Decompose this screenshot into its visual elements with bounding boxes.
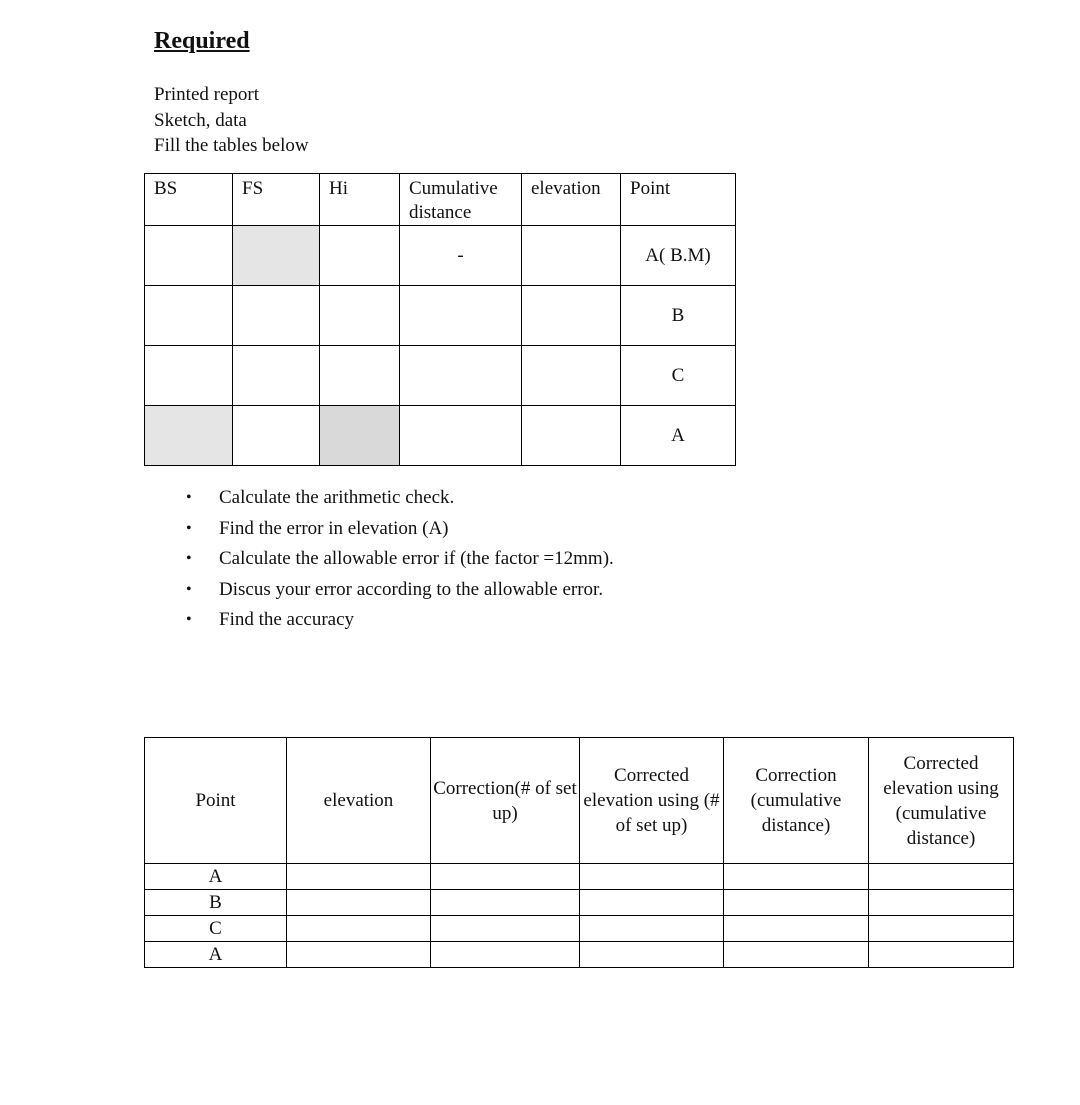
header-fs: FS (233, 174, 320, 226)
corrected-elevation-setup-cell[interactable] (580, 916, 724, 942)
cumulative-cell[interactable] (400, 286, 522, 346)
list-item (186, 514, 614, 545)
intro-line: Fill the tables below (154, 135, 309, 156)
list-item (186, 575, 614, 606)
bs-cell[interactable] (145, 226, 233, 286)
bs-cell[interactable] (145, 286, 233, 346)
header-point: Point (145, 738, 287, 864)
section-heading: Required (154, 28, 250, 54)
correction-setup-cell[interactable] (431, 890, 580, 916)
table-row (145, 286, 736, 346)
point-cell: B (621, 286, 736, 346)
header-bs: BS (145, 174, 233, 226)
fs-cell-shaded (233, 226, 320, 286)
table-header-row (145, 174, 736, 226)
header-elevation: elevation (287, 738, 431, 864)
header-point: Point (621, 174, 736, 226)
correction-table (144, 737, 1014, 968)
header-corrected-elevation-setup: Corrected elevation using (# of set up) (580, 738, 724, 864)
list-item-text: Calculate the allowable error if (the factor =12mm). (219, 548, 614, 570)
corrected-elevation-setup-cell[interactable] (580, 864, 724, 890)
header-correction-setup: Correction(# of set up) (431, 738, 580, 864)
list-item (186, 544, 614, 575)
header-hi: Hi (320, 174, 400, 226)
hi-cell[interactable] (320, 346, 400, 406)
point-cell: C (145, 916, 287, 942)
hi-cell-shaded (320, 406, 400, 466)
table-row (145, 406, 736, 466)
table-row (145, 942, 1014, 968)
bullet-icon: • (186, 489, 192, 507)
correction-cumulative-cell[interactable] (724, 864, 869, 890)
list-item-text: Discus your error according to the allowable error. (219, 578, 604, 600)
hi-cell[interactable] (320, 286, 400, 346)
hi-cell[interactable] (320, 226, 400, 286)
correction-setup-cell[interactable] (431, 916, 580, 942)
corrected-elevation-setup-cell[interactable] (580, 890, 724, 916)
cumulative-cell: - (400, 226, 522, 286)
elevation-cell[interactable] (522, 286, 621, 346)
elevation-cell[interactable] (287, 890, 431, 916)
correction-cumulative-cell[interactable] (724, 942, 869, 968)
list-item (186, 483, 614, 514)
correction-setup-cell[interactable] (431, 864, 580, 890)
fs-cell[interactable] (233, 346, 320, 406)
table-header-row (145, 738, 1014, 864)
header-correction-cumulative: Correction (cumulative distance) (724, 738, 869, 864)
table-row (145, 864, 1014, 890)
elevation-cell[interactable] (522, 406, 621, 466)
point-cell: A (621, 406, 736, 466)
task-list (186, 483, 614, 636)
correction-setup-cell[interactable] (431, 942, 580, 968)
header-cumulative-distance: Cumulative distance (400, 174, 522, 226)
bullet-icon: • (186, 611, 192, 629)
correction-cumulative-cell[interactable] (724, 890, 869, 916)
corrected-elevation-cumulative-cell[interactable] (869, 864, 1014, 890)
fs-cell[interactable] (233, 406, 320, 466)
elevation-cell[interactable] (522, 226, 621, 286)
header-elevation: elevation (522, 174, 621, 226)
header-corrected-elevation-cumulative: Corrected elevation using (cumulative distance) (869, 738, 1014, 864)
corrected-elevation-setup-cell[interactable] (580, 942, 724, 968)
elevation-cell[interactable] (522, 346, 621, 406)
elevation-cell[interactable] (287, 942, 431, 968)
intro-line: Printed report (154, 84, 260, 105)
list-item-text: Calculate the arithmetic check. (219, 487, 455, 509)
fs-cell[interactable] (233, 286, 320, 346)
correction-cumulative-cell[interactable] (724, 916, 869, 942)
table-row (145, 226, 736, 286)
point-cell: A( B.M) (621, 226, 736, 286)
leveling-table (144, 173, 736, 466)
corrected-elevation-cumulative-cell[interactable] (869, 916, 1014, 942)
cumulative-cell[interactable] (400, 346, 522, 406)
list-item-text: Find the error in elevation (A) (219, 517, 449, 539)
point-cell: C (621, 346, 736, 406)
point-cell: A (145, 942, 287, 968)
table-row (145, 890, 1014, 916)
intro-line: Sketch, data (154, 109, 247, 131)
bs-cell-shaded (145, 406, 233, 466)
elevation-cell[interactable] (287, 916, 431, 942)
elevation-cell[interactable] (287, 864, 431, 890)
corrected-elevation-cumulative-cell[interactable] (869, 890, 1014, 916)
list-item-text: Find the accuracy (219, 609, 355, 631)
point-cell: B (145, 890, 287, 916)
point-cell: A (145, 864, 287, 890)
cumulative-cell[interactable] (400, 406, 522, 466)
table-row (145, 346, 736, 406)
bs-cell[interactable] (145, 346, 233, 406)
bullet-icon: • (186, 519, 192, 537)
bullet-icon: • (186, 580, 192, 598)
corrected-elevation-cumulative-cell[interactable] (869, 942, 1014, 968)
table-row (145, 916, 1014, 942)
bullet-icon: • (186, 550, 192, 568)
list-item (186, 605, 614, 636)
intro-list (154, 82, 309, 159)
